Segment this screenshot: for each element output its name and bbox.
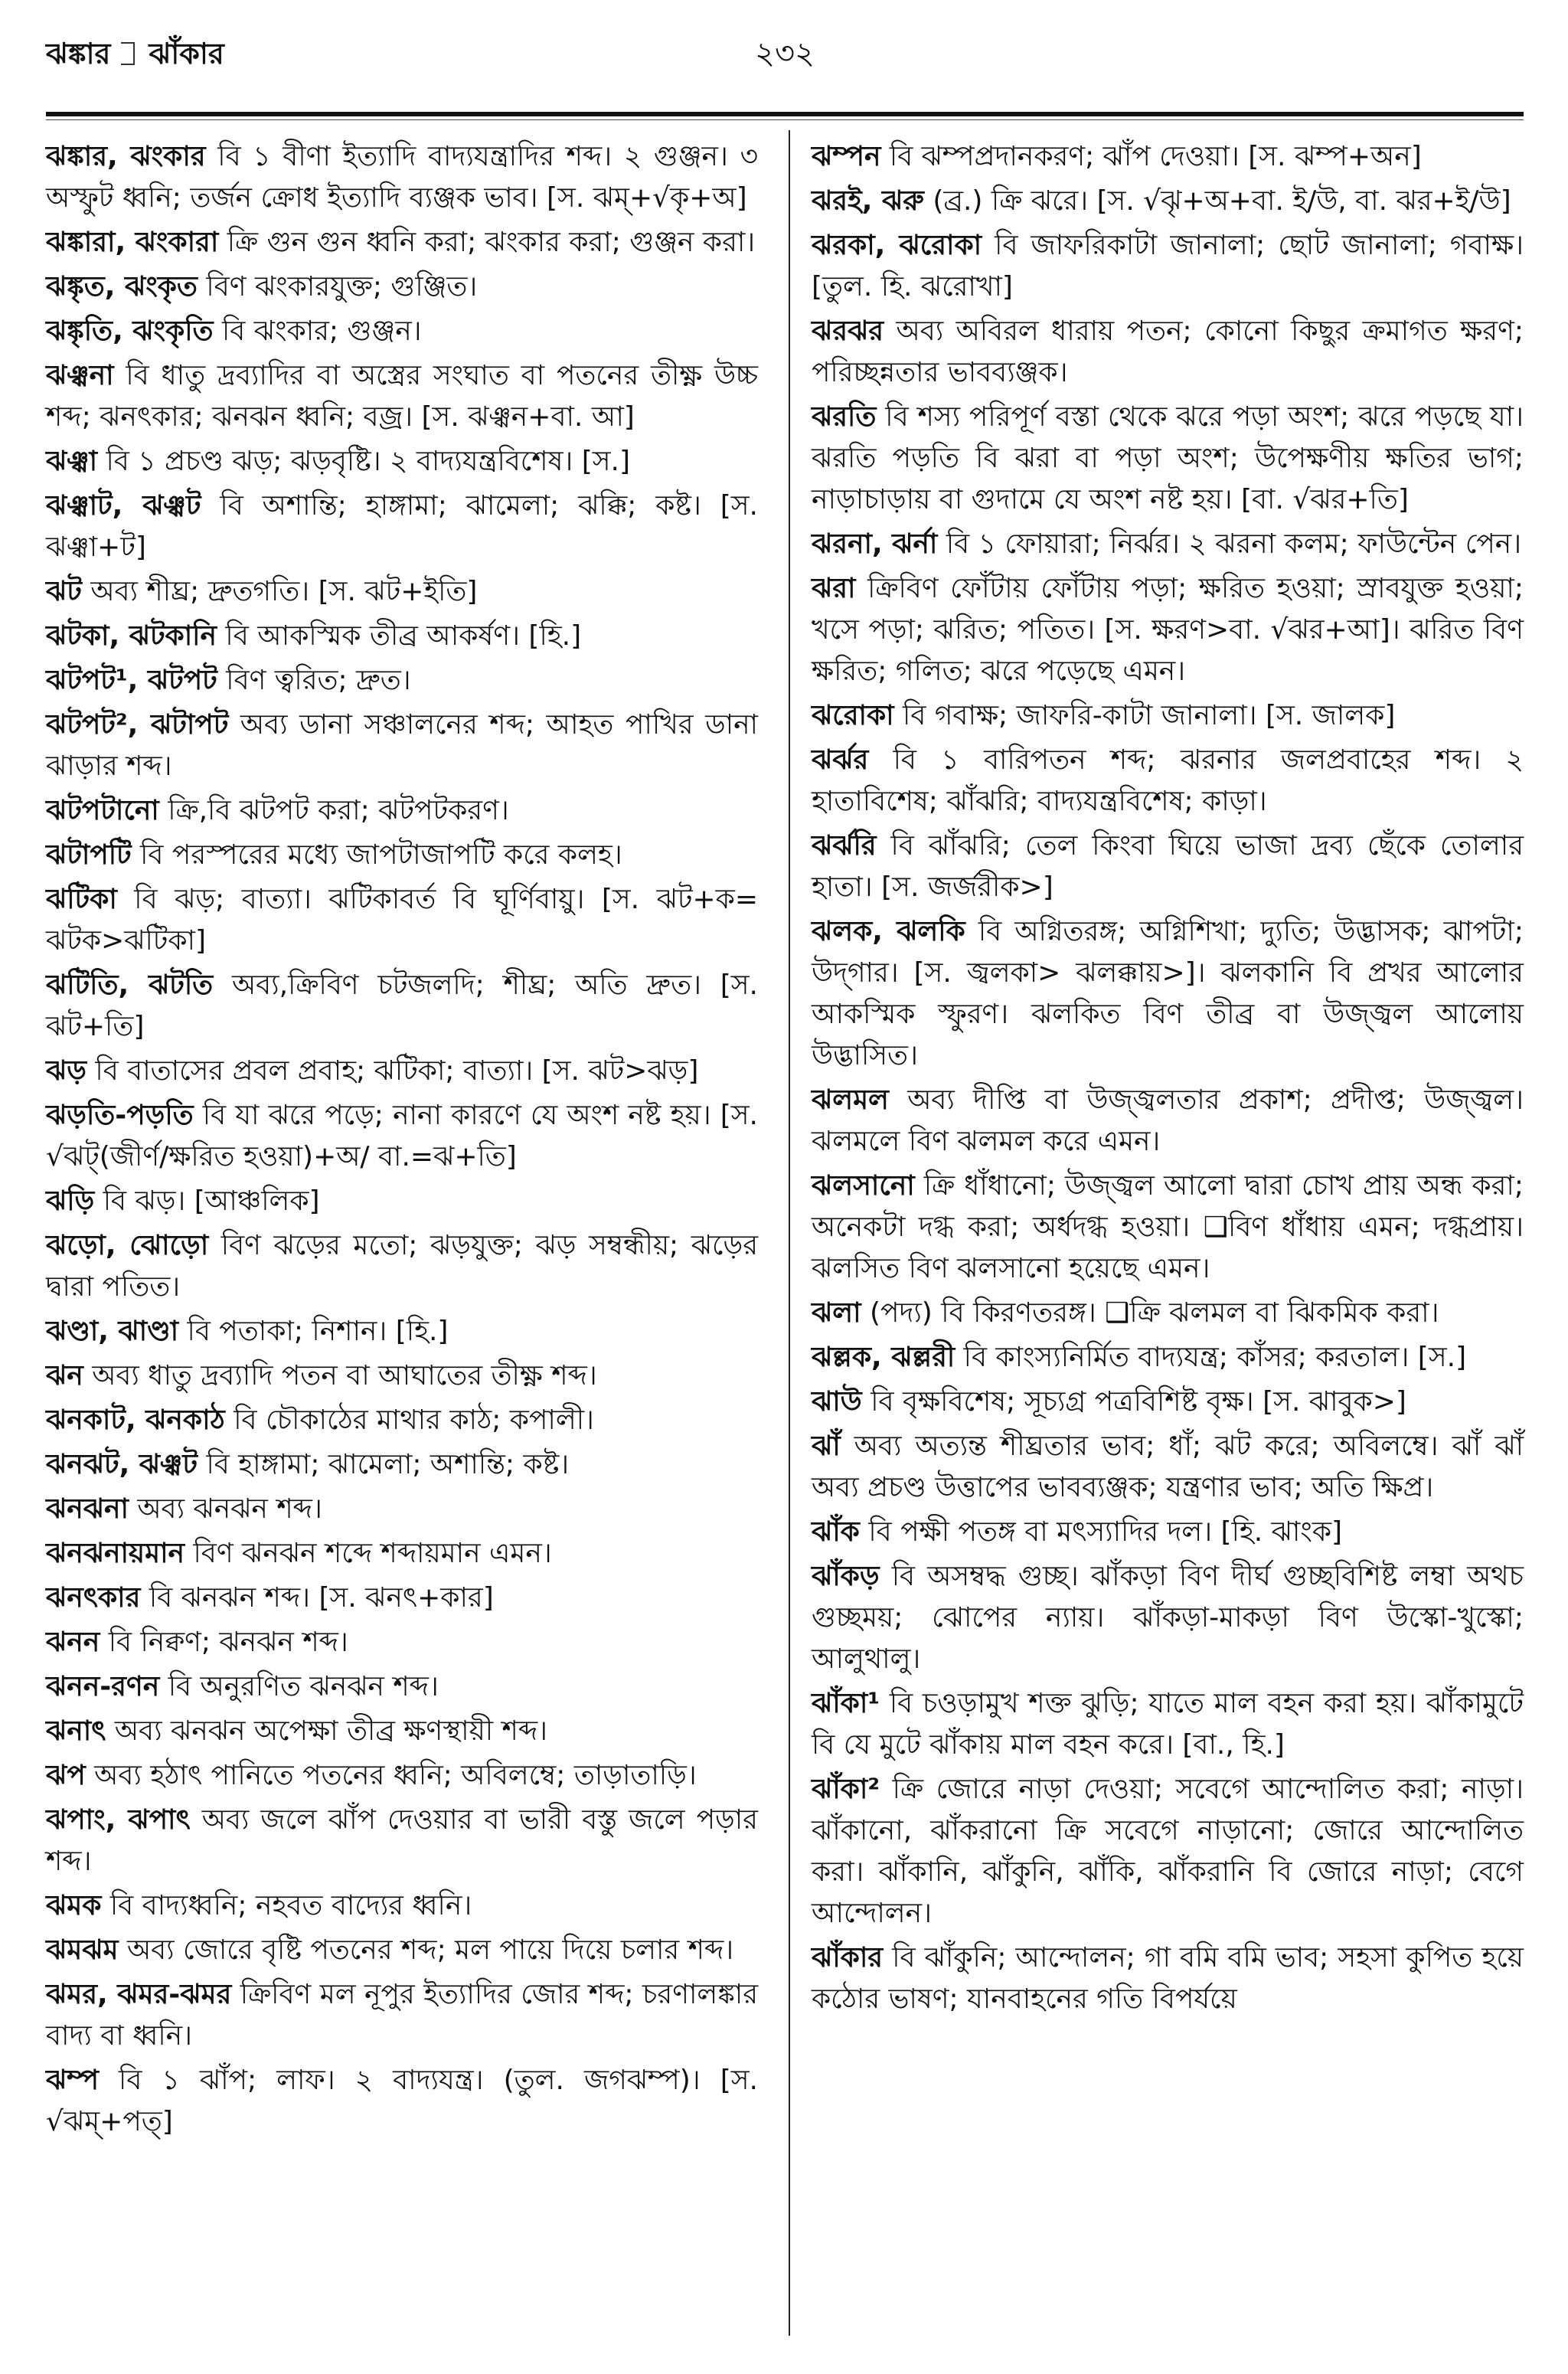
guide-separator xyxy=(121,42,135,65)
dictionary-entry xyxy=(46,1622,758,1663)
entry-headword: ঝাঁকার xyxy=(812,1942,884,1973)
dictionary-entry xyxy=(812,1512,1524,1553)
dictionary-entry xyxy=(812,740,1524,822)
entry-definition: বি অশান্তি; হাঙ্গামা; ঝামেলা; ঝক্কি; কষ্ট। [স. ঝঞ্ঝা+ট] xyxy=(46,490,759,563)
dictionary-entry xyxy=(46,1225,758,1308)
header-rule xyxy=(46,112,1524,116)
dictionary-entry xyxy=(46,1355,758,1397)
dictionary-entry xyxy=(812,1382,1524,1423)
entry-definition: বিণ ঝনঝন শব্দে শব্দায়মান এমন। xyxy=(193,1538,552,1569)
dictionary-entry xyxy=(812,524,1524,565)
dictionary-entry xyxy=(812,911,1524,1077)
dictionary-entry xyxy=(812,136,1524,178)
entry-definition: বি ১ ফোয়ারা; নির্ঝর। ২ ঝরনা কলম; ফাউন্টেন পেন। xyxy=(946,528,1522,560)
entry-headword: ঝটপট¹, ঝটপট xyxy=(46,665,217,696)
entry-headword: ঝমর, ঝমর-ঝমর xyxy=(46,1979,232,2010)
dictionary-entry xyxy=(812,1769,1524,1934)
dictionary-entry xyxy=(46,1444,758,1486)
dictionary-entry xyxy=(46,1489,758,1530)
entry-headword: ঝটাপটি xyxy=(46,839,132,871)
entry-headword: ঝরনা, ঝর্না xyxy=(812,528,938,560)
entry-definition: (পদ্য) বি কিরণতরঙ্গ। ❑ক্রি ঝলমল বা ঝিকমিক করা। xyxy=(869,1297,1439,1329)
entry-definition: বি অগ্নিতরঙ্গ; অগ্নিশিখা; দ্যুতি; উদ্ভাসক; ঝাপটা; উদ্‌গার। [স. জ্বলকা> ঝলক্কায়>]। ঝলকানি বি প্রখর আলোর আকস্মিক স্ফুরণ। ঝলকিত বিণ তীব্র বা উজ্জ্বল আলোয় উদ্ভাসিত। xyxy=(812,916,1524,1071)
dictionary-entry xyxy=(812,311,1524,394)
entry-headword: ঝাঁকা² xyxy=(812,1774,880,1805)
guide-words xyxy=(46,23,224,84)
dictionary-entry xyxy=(46,1095,758,1178)
entry-definition: বি ঝাঁকুনি; আন্দোলন; গা বমি বমি ভাব; সহসা কুপিত হয়ে কঠোর ভাষণ; যানবাহনের গতি বিপর্যয়ে xyxy=(812,1942,1524,2015)
dictionary-entry xyxy=(812,1080,1524,1162)
entry-headword: ঝন xyxy=(46,1360,83,1391)
entry-definition: বি জাফরিকাটা জানালা; ছোট জানালা; গবাক্ষ। [তুল. হি. ঝরোখা] xyxy=(812,230,1524,302)
entry-definition: বি ঝড়। [আঞ্চলিক] xyxy=(103,1185,320,1217)
entry-headword: ঝাঁ xyxy=(812,1431,841,1462)
entry-headword: ঝটপট², ঝটাপট xyxy=(46,709,229,741)
dictionary-entry xyxy=(812,1937,1524,2020)
entry-definition: বি শস্য পরিপূর্ণ বস্তা থেকে ঝরে পড়া অংশ; ঝরে পড়ছে যা। ঝরতি পড়তি বি ঝরা বা পড়া অংশ; উপেক্ষণীয় ক্ষতির ভাগ; নাড়াচাড়ায় বা গুদামে যে অংশ নষ্ট হয়। [বা. √ঝর+তি] xyxy=(812,401,1524,515)
dictionary-entry xyxy=(812,568,1524,692)
entry-headword: ঝড় xyxy=(46,1055,87,1087)
dictionary-entry xyxy=(46,1311,758,1352)
dictionary-entry xyxy=(46,1711,758,1752)
entry-definition: বি ধাতু দ্রব্যাদির বা অস্ত্রের সংঘাত বা পতনের তীক্ষ্ণ উচ্চ শব্দ; ঝনৎকার; ঝনঝন ধ্বনি; বজ্র। [স. ঝঞ্ঝন+বা. আ] xyxy=(46,360,758,433)
dictionary-entry xyxy=(46,311,758,352)
page-header xyxy=(46,23,1524,84)
entry-headword: ঝরা xyxy=(812,573,856,604)
entry-headword: ঝম্পন xyxy=(812,141,881,172)
entry-definition: বি পতাকা; নিশান। [হি.] xyxy=(187,1316,449,1347)
entry-headword: ঝঙ্কারা, ঝংকারা xyxy=(46,227,219,258)
entry-headword: ঝর্ঝর xyxy=(812,744,869,776)
entry-headword: ঝড়ি xyxy=(46,1185,95,1217)
entry-definition: বি অনুরণিত ঝনঝন শব্দ। xyxy=(168,1671,439,1702)
entry-headword: ঝাঁকড় xyxy=(812,1561,880,1592)
entry-definition: ক্রি,বি ঝটপট করা; ঝটপটকরণ। xyxy=(168,795,509,826)
entry-definition: বি ঝনঝন শব্দ। [স. ঝনৎ+কার] xyxy=(149,1582,494,1614)
entry-definition: অব্য,ক্রিবিণ চটজলদি; শীঘ্র; অতি দ্রুত। [স. ঝট+তি] xyxy=(46,970,758,1042)
entry-definition: বি চওড়ামুখ শক্ত ঝুড়ি; যাতে মাল বহন করা হয়। ঝাঁকামুটে বি যে মুটে ঝাঁকায় মাল বহন করে। [বা., হি.] xyxy=(812,1688,1524,1761)
entry-headword: ঝলসানো xyxy=(812,1170,915,1202)
entry-headword: ঝনঝনায়মান xyxy=(46,1538,185,1569)
dictionary-entry xyxy=(812,1293,1524,1334)
entry-definition: বি ১ বারিপতন শব্দ; ঝরনার জলপ্রবাহের শব্দ। ২ হাতাবিশেষ; ঝাঁঝরি; বাদ্যযন্ত্রবিশেষ; কাড়া। xyxy=(812,744,1524,817)
entry-definition: অব্য অবিরল ধারায় পতন; কোনো কিছুর ক্রমাগত ক্ষরণ; পরিচ্ছন্নতার ভাবব্যঞ্জক। xyxy=(812,316,1524,388)
entry-definition: বি কাংস্যনির্মিত বাদ্যযন্ত্র; কাঁসর; করতাল। [স.] xyxy=(963,1342,1467,1373)
entry-definition: অব্য দীপ্তি বা উজ্জ্বলতার প্রকাশ; প্রদীপ্ত; উজ্জ্বল। ঝলমলে বিণ ঝলমল করে এমন। xyxy=(812,1084,1524,1157)
dictionary-entry xyxy=(46,1181,758,1222)
dictionary-entry xyxy=(812,826,1524,908)
dictionary-entry xyxy=(46,1578,758,1619)
entry-definition: বি পরস্পরের মধ্যে জাপটাজাপটি করে কলহ। xyxy=(140,839,622,871)
entry-headword: ঝর্ঝরি xyxy=(812,830,877,862)
entry-headword: ঝঙ্কৃত, ঝংকৃত xyxy=(46,271,198,302)
entry-definition: বি গবাক্ষ; জাফরি-কাটা জানালা। [স. জালক] xyxy=(903,700,1396,731)
entry-headword: ঝনঝট, ঝঞ্ঝট xyxy=(46,1449,198,1480)
entry-definition: ক্রিবিণ মল নূপুর ইত্যাদির জোর শব্দ; চরণালঙ্কার বাদ্য বা ধ্বনি। xyxy=(46,1979,759,2052)
dictionary-entry xyxy=(46,2060,758,2143)
entry-headword: ঝঙ্কার, ঝংকার xyxy=(46,141,206,172)
entry-headword: ঝঞ্ঝনা xyxy=(46,360,114,391)
dictionary-entry xyxy=(46,660,758,701)
column-divider xyxy=(789,130,790,2336)
dictionary-entry xyxy=(46,965,758,1048)
dictionary-entry xyxy=(46,1800,758,1882)
entry-definition: ক্রি ধাঁধানো; উজ্জ্বল আলো দ্বারা চোখ প্রায় অন্ধ করা; অনেকটা দগ্ধ করা; অর্ধদগ্ধ হওয়া। ❑বিণ ধাঁধায় এমন; দগ্ধপ্রায়। ঝলসিত বিণ ঝলসানো হয়েছে এমন। xyxy=(812,1170,1524,1284)
entry-definition: বি আকস্মিক তীব্র আকর্ষণ। [হি.] xyxy=(225,620,582,652)
entry-headword: ঝাঁকা¹ xyxy=(812,1688,880,1719)
dictionary-entry xyxy=(46,1400,758,1441)
entry-headword: ঝনন-রণন xyxy=(46,1671,160,1702)
entry-headword: ঝপ xyxy=(46,1760,86,1791)
entry-definition: (ব্র.) ক্রি ঝরে। [স. √ঝৃ+অ+বা. ই/উ, বা. ঝর+ই/উ] xyxy=(933,185,1511,217)
entry-headword: ঝনাৎ xyxy=(46,1715,106,1747)
entry-definition: অব্য জোরে বৃষ্টি পতনের শব্দ; মল পায়ে দিয়ে চলার শব্দ। xyxy=(126,1934,734,1966)
page-number: ২৩২ xyxy=(754,36,815,71)
dictionary-entry xyxy=(46,1930,758,1971)
entry-definition: বি ১ প্রচণ্ড ঝড়; ঝড়বৃষ্টি। ২ বাদ্যযন্ত্রবিশেষ। [স.] xyxy=(106,446,631,477)
dictionary-entry xyxy=(46,705,758,787)
entry-definition: বি ১ বীণা ইত্যাদি বাদ্যযন্ত্রাদির শব্দ। ২ গুঞ্জন। ৩ অস্ফুট ধ্বনি; তর্জন ক্রোধ ইত্যাদি ব্যঞ্জক ভাব। [স. ঝম্‌+√কৃ+অ] xyxy=(46,141,758,214)
entry-headword: ঝরঝর xyxy=(812,316,884,347)
entry-headword: ঝমঝম xyxy=(46,1934,119,1966)
entry-headword: ঝরতি xyxy=(812,401,877,433)
dictionary-entry xyxy=(812,695,1524,737)
dictionary-entry xyxy=(46,1974,758,2057)
dictionary-entry xyxy=(812,225,1524,308)
dictionary-entry xyxy=(812,1683,1524,1766)
entry-definition: ক্রি গুন গুন ধ্বনি করা; ঝংকার করা; গুঞ্জন করা। xyxy=(227,227,756,258)
entry-headword: ঝনন xyxy=(46,1627,100,1658)
entry-definition: বি বাতাসের প্রবল প্রবাহ; ঝটিকা; বাত্যা। [স. ঝট>ঝড়] xyxy=(95,1055,699,1087)
entry-headword: ঝণ্ডা, ঝাণ্ডা xyxy=(46,1316,179,1347)
entry-definition: বি পক্ষী পতঙ্গ বা মৎস্যাদির দল। [হি. ঝাংক] xyxy=(868,1516,1343,1548)
entry-headword: ঝম্প xyxy=(46,2065,99,2096)
dictionary-entry xyxy=(46,879,758,962)
dictionary-entry xyxy=(46,835,758,876)
entry-headword: ঝরকা, ঝরোকা xyxy=(812,230,982,261)
entry-headword: ঝলা xyxy=(812,1297,861,1329)
entry-definition: বি বাদ্যধ্বনি; নহবত বাদ্যের ধ্বনি। xyxy=(109,1890,472,1921)
entry-headword: ঝনঝনা xyxy=(46,1493,129,1525)
entry-headword: ঝট xyxy=(46,576,82,607)
entry-headword: ঝনকাট, ঝনকাঠ xyxy=(46,1404,225,1436)
guide-word-last: ঝাঁকার xyxy=(149,37,224,70)
entry-definition: অব্য ঝনঝন শব্দ। xyxy=(137,1493,322,1525)
dictionary-entry xyxy=(46,441,758,482)
dictionary-entry xyxy=(812,1337,1524,1378)
dictionary-entry xyxy=(46,136,758,219)
entry-definition: অব্য ধাতু দ্রব্যাদি পতন বা আঘাতের তীক্ষ্ণ শব্দ। xyxy=(92,1360,597,1391)
entry-definition: বিণ ঝংকারযুক্ত; গুঞ্জিত। xyxy=(206,271,478,302)
entry-definition: অব্য অত্যন্ত শীঘ্রতার ভাব; ধাঁ; ঝট করে; অবিলম্বে। ঝাঁ ঝাঁ অব্য প্রচণ্ড উত্তাপের ভাবব্যঞ্জক; যন্ত্রণার ভাব; অতি ক্ষিপ্র। xyxy=(812,1431,1524,1503)
entry-headword: ঝলক, ঝলকি xyxy=(812,916,965,947)
entry-definition: বি নিক্বণ; ঝনঝন শব্দ। xyxy=(108,1627,348,1658)
entry-definition: অব্য ডানা সঞ্চালনের শব্দ; আহত পাখির ডানা ঝাড়ার শব্দ। xyxy=(46,709,758,782)
right-column xyxy=(812,136,1524,2023)
dictionary-entry xyxy=(812,1166,1524,1290)
entry-definition: অব্য শীঘ্র; দ্রুতগতি। [স. ঝট+ইতি] xyxy=(90,576,478,607)
entry-headword: ঝঞ্ঝাট, ঝঞ্ঝট xyxy=(46,490,201,522)
entry-definition: বিণ ত্বরিত; দ্রুত। xyxy=(226,665,411,696)
entry-definition: বি হাঙ্গামা; ঝামেলা; অশান্তি; কষ্ট। xyxy=(206,1449,570,1480)
dictionary-entry xyxy=(46,267,758,308)
dictionary-entry xyxy=(46,355,758,438)
dictionary-entry xyxy=(46,1533,758,1574)
entry-definition: ক্রি জোরে নাড়া দেওয়া; সবেগে আন্দোলিত করা; নাড়া। ঝাঁকানো, ঝাঁকরানো ক্রি সবেগে নাড়ানো; জোরে আন্দোলিত করা। ঝাঁকানি, ঝাঁকুনি, ঝাঁকি, ঝাঁকরানি বি জোরে নাড়া; বেগে আন্দোলন। xyxy=(812,1774,1524,1929)
entry-definition: বি চৌকাঠের মাথার কাঠ; কপালী। xyxy=(234,1404,594,1436)
header-rule-thin xyxy=(46,119,1524,120)
left-column xyxy=(46,136,758,2146)
entry-definition: বি ঝড়; বাত্যা। ঝটিকাবর্ত বি ঘূর্ণিবায়ু। [স. ঝট+ক= ঝটক>ঝটিকা] xyxy=(46,884,758,956)
dictionary-entry xyxy=(812,181,1524,222)
dictionary-entry xyxy=(812,397,1524,521)
entry-headword: ঝটকা, ঝটকানি xyxy=(46,620,217,652)
entry-headword: ঝরোকা xyxy=(812,700,894,731)
dictionary-entry xyxy=(812,1556,1524,1680)
entry-headword: ঝাঁক xyxy=(812,1516,860,1548)
entry-definition: ক্রিবিণ ফোঁটায় ফোঁটায় পড়া; ক্ষরিত হওয়া; স্রাবযুক্ত হওয়া; খসে পড়া; ঝরিত; পতিত। [স. ক্ষরণ>বা. √ঝর+আ]। ঝরিত বিণ ক্ষরিত; গলিত; ঝরে পড়েছে এমন। xyxy=(812,573,1524,687)
entry-headword: ঝটিকা xyxy=(46,884,117,915)
entry-definition: বি যা ঝরে পড়ে; নানা কারণে যে অংশ নষ্ট হয়। [স. √ঝট্‌(জীর্ণ/ক্ষরিত হওয়া)+অ/ বা.=ঝ+তি] xyxy=(46,1100,759,1172)
dictionary-entry xyxy=(46,222,758,263)
entry-headword: ঝড়ো, ঝোড়ো xyxy=(46,1230,209,1261)
dictionary-entry xyxy=(46,486,758,568)
entry-headword: ঝাউ xyxy=(812,1386,862,1418)
entry-headword: ঝটপটানো xyxy=(46,795,159,826)
entry-definition: বি ১ ঝাঁপ; লাফ। ২ বাদ্যযন্ত্র। (তুল. জগঝম্প)। [স. √ঝম্‌+পত্‌] xyxy=(46,2065,758,2137)
entry-headword: ঝড়তি-পড়তি xyxy=(46,1100,194,1131)
dictionary-entry xyxy=(46,790,758,832)
entry-headword: ঝলমল xyxy=(812,1084,889,1116)
dictionary-entry xyxy=(46,616,758,657)
dictionary-entry xyxy=(46,1666,758,1708)
dictionary-entry xyxy=(46,1885,758,1927)
dictionary-entry xyxy=(46,571,758,613)
entry-definition: অব্য ঝনঝন অপেক্ষা তীব্র ক্ষণস্থায়ী শব্দ। xyxy=(114,1715,547,1747)
entry-headword: ঝনৎকার xyxy=(46,1582,141,1614)
entry-definition: বিণ ঝড়ের মতো; ঝড়যুক্ত; ঝড় সম্বন্ধীয়; ঝড়ের দ্বারা পতিত। xyxy=(46,1230,759,1303)
entry-definition: বি অসম্বদ্ধ গুচ্ছ। ঝাঁকড়া বিণ দীর্ঘ গুচ্ছবিশিষ্ট লম্বা অথচ গুচ্ছময়; ঝোপের ন্যায়। ঝাঁকড়া-মাকড়া বিণ উস্কো-খুস্কো; আলুথালু। xyxy=(812,1561,1524,1675)
entry-headword: ঝমক xyxy=(46,1890,102,1921)
entry-definition: অব্য জলে ঝাঁপ দেওয়ার বা ভারী বস্তু জলে পড়ার শব্দ। xyxy=(46,1804,758,1877)
entry-headword: ঝটিতি, ঝটতি xyxy=(46,970,214,1001)
dictionary-entry xyxy=(46,1051,758,1092)
guide-word-first: ঝঙ্কার xyxy=(46,37,111,70)
dictionary-entry xyxy=(812,1426,1524,1509)
entry-headword: ঝপাং, ঝপাৎ xyxy=(46,1804,191,1836)
entry-definition: বি ঝাঁঝরি; তেল কিংবা ঘিয়ে ভাজা দ্রব্য ছেঁকে তোলার হাতা। [স. জর্জরীক>] xyxy=(812,830,1524,903)
entry-headword: ঝরই, ঝরু xyxy=(812,185,924,217)
entry-definition: অব্য হঠাৎ পানিতে পতনের ধ্বনি; অবিলম্বে; তাড়াতাড়ি। xyxy=(94,1760,697,1791)
entry-headword: ঝল্লক, ঝল্লরী xyxy=(812,1342,956,1373)
entry-headword: ঝঞ্ঝা xyxy=(46,446,98,477)
entry-definition: বি ঝম্পপ্রদানকরণ; ঝাঁপ দেওয়া। [স. ঝম্প+অন] xyxy=(889,141,1422,172)
entry-definition: বি বৃক্ষবিশেষ; সূচ্যগ্র পত্রবিশিষ্ট বৃক্ষ। [স. ঝাবুক>] xyxy=(871,1386,1406,1418)
dictionary-entry xyxy=(46,1755,758,1797)
entry-definition: বি ঝংকার; গুঞ্জন। xyxy=(221,316,422,347)
entry-headword: ঝঙ্কৃতি, ঝংকৃতি xyxy=(46,316,214,347)
